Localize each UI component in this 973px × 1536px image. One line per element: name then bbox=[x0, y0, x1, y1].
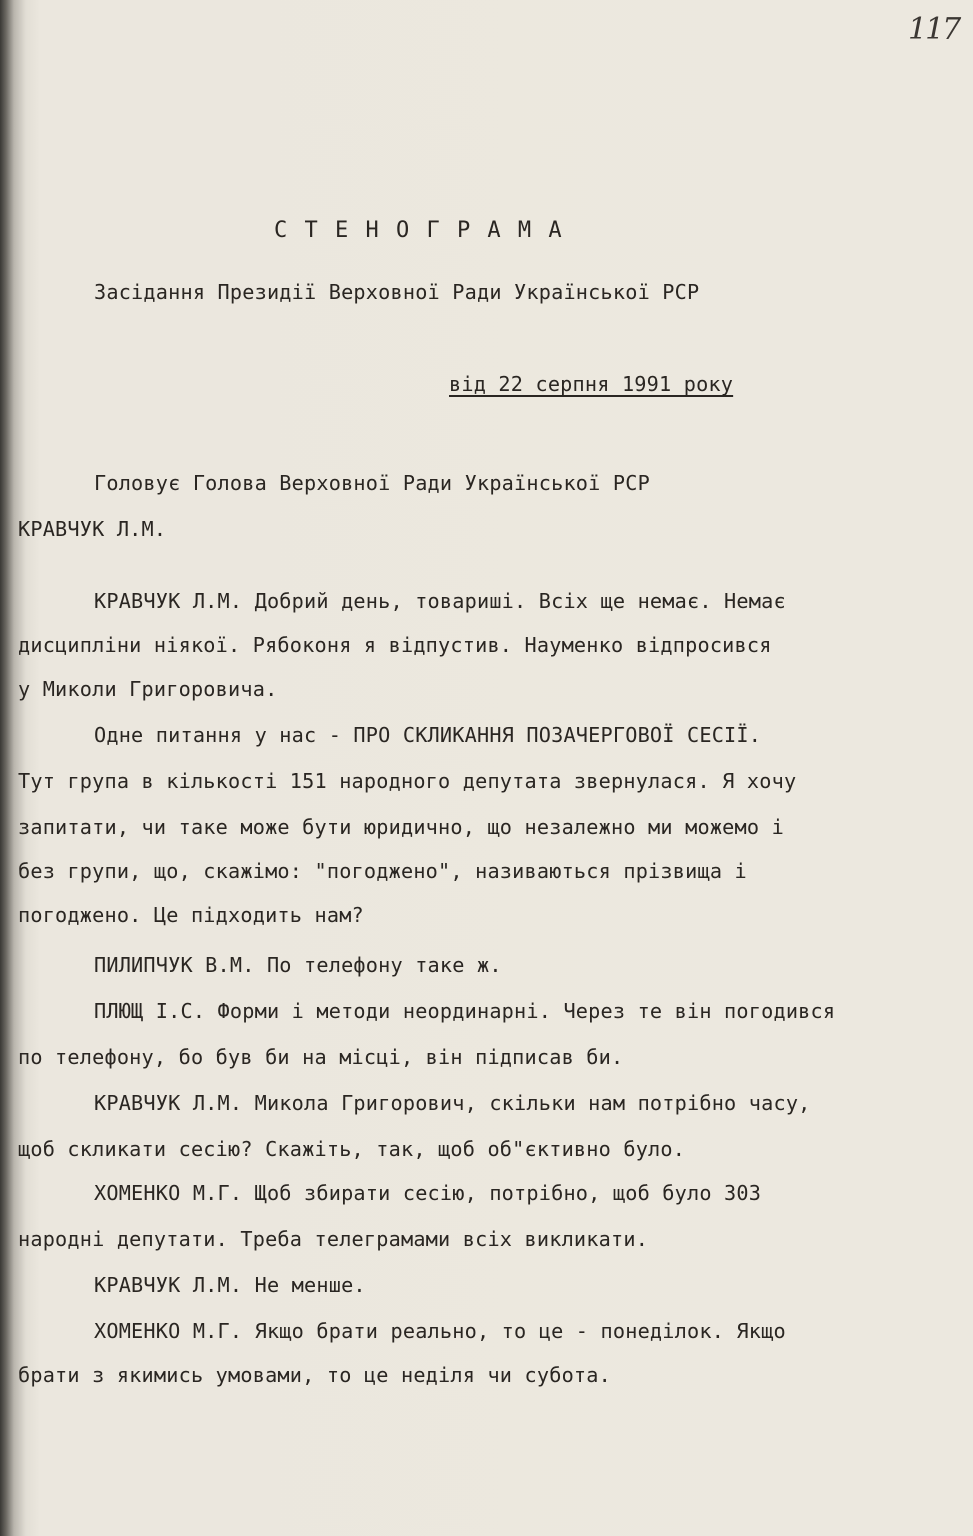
document-subtitle: Засідання Президії Верховної Ради Української РСР bbox=[94, 280, 700, 304]
transcript-line: погоджено. Це підходить нам? bbox=[18, 903, 364, 927]
document-date: від 22 серпня 1991 року bbox=[449, 372, 734, 396]
chair-name-line: КРАВЧУК Л.М. bbox=[18, 517, 167, 541]
transcript-line: у Миколи Григоровича. bbox=[18, 677, 278, 701]
page-number: 117 bbox=[908, 12, 960, 47]
transcript-line: по телефону, бо був би на місці, він підписав би. bbox=[18, 1045, 624, 1069]
transcript-line: ХОМЕНКО М.Г. Щоб збирати сесію, потрібно, щоб було 303 bbox=[94, 1181, 762, 1205]
transcript-line: щоб скликати сесію? Скажіть, так, щоб об"єктивно було. bbox=[18, 1137, 686, 1161]
transcript-line: КРАВЧУК Л.М. Не менше. bbox=[94, 1273, 366, 1297]
transcript-line: ПЛЮЩ І.С. Форми і методи неординарні. Через те він погодився bbox=[94, 999, 836, 1023]
transcript-line: дисципліни ніякої. Рябоконя я відпустив. Науменко відпросився bbox=[18, 633, 772, 657]
transcript-line: КРАВЧУК Л.М. Добрий день, товариші. Всіх ще немає. Немає bbox=[94, 589, 786, 613]
transcript-line: брати з якимись умовами, то це неділя чи субота. bbox=[18, 1363, 611, 1387]
transcript-line: Тут група в кількості 151 народного депутата звернулася. Я хочу bbox=[18, 769, 797, 793]
transcript-line: КРАВЧУК Л.М. Микола Григорович, скільки нам потрібно часу, bbox=[94, 1091, 811, 1115]
transcript-line: запитати, чи таке може бути юридично, що незалежно ми можемо і bbox=[18, 815, 784, 839]
transcript-line: ПИЛИПЧУК В.М. По телефону таке ж. bbox=[94, 953, 502, 977]
document-title: С Т Е Н О Г Р А М А bbox=[274, 218, 564, 243]
chair-line: Головує Голова Верховної Ради Української РСР bbox=[94, 471, 650, 495]
transcript-line: Одне питання у нас - ПРО СКЛИКАННЯ ПОЗАЧЕРГОВОЇ СЕСІЇ. bbox=[94, 723, 762, 747]
transcript-line: народні депутати. Треба телеграмами всіх викликати. bbox=[18, 1227, 649, 1251]
transcript-line: без групи, що, скажімо: "погоджено", називаються прізвища і bbox=[18, 859, 747, 883]
transcript-line: ХОМЕНКО М.Г. Якщо брати реально, то це - понеділок. Якщо bbox=[94, 1319, 786, 1343]
